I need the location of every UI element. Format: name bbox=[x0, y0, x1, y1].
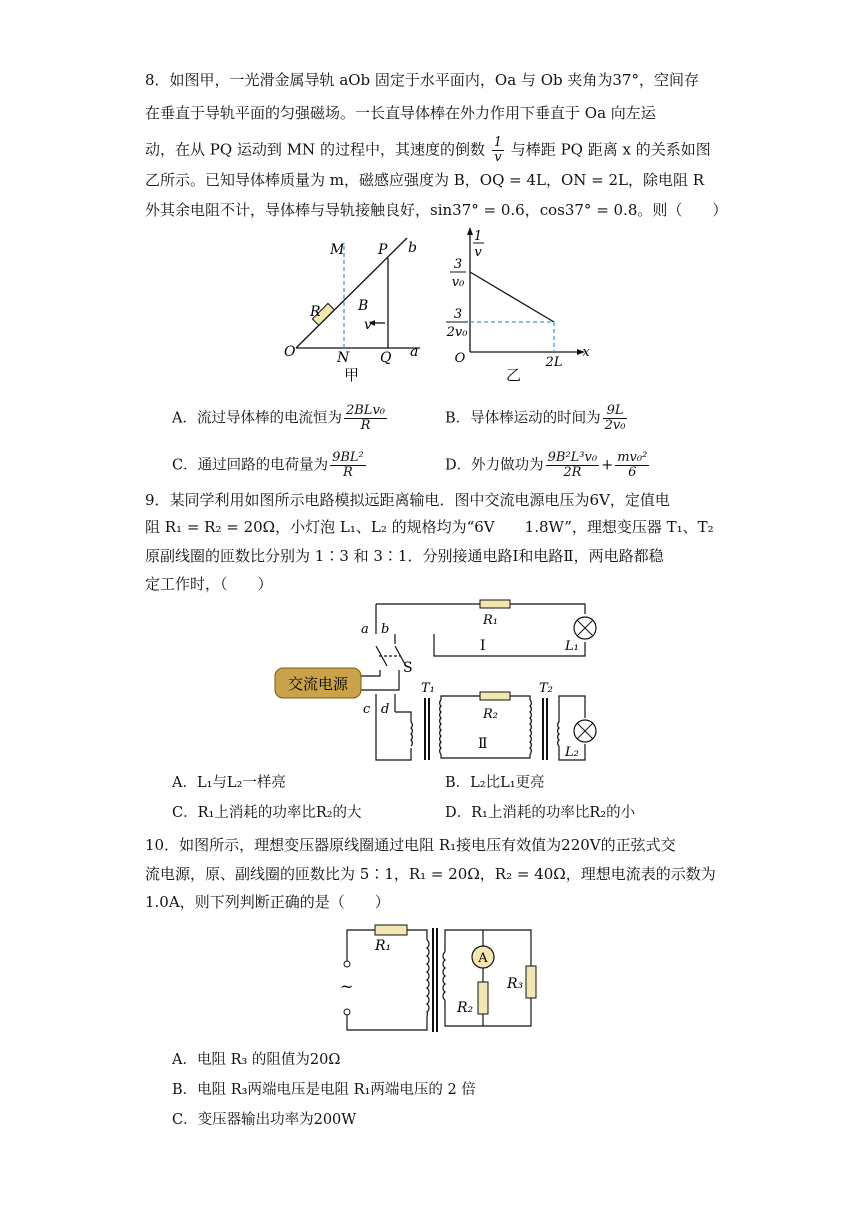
q8-line-4: 乙所示。已知导体棒质量为 m，磁感应强度为 B，OQ = 4L，ON = 2L，除电阻 R bbox=[145, 171, 705, 189]
xlabel-x: x bbox=[582, 345, 590, 360]
q8-b-den: 2v₀ bbox=[604, 418, 626, 433]
label-circuit-i: Ⅰ bbox=[480, 638, 486, 654]
ac-source-label: 交流电源 bbox=[287, 675, 349, 693]
q9-line-3: 原副线圈的匝数比分别为 1∶3 和 3∶1．分别接通电路Ⅰ和电路Ⅱ，两电路都稳 bbox=[145, 547, 664, 565]
label-o: O bbox=[284, 344, 296, 360]
q9-option-a[interactable]: A．L₁与L₂一样亮 bbox=[172, 775, 286, 791]
label-b: b bbox=[408, 240, 417, 256]
caption-jia: 甲 bbox=[344, 366, 360, 384]
rail-ob bbox=[296, 238, 407, 348]
q9-option-b[interactable]: B．L₂比L₁更亮 bbox=[445, 775, 545, 791]
label-r2: R₂ bbox=[457, 1000, 474, 1016]
label-v: v bbox=[364, 317, 372, 333]
q8-option-a[interactable] bbox=[172, 404, 389, 433]
wire-top-right bbox=[510, 604, 585, 614]
resistor-r1 bbox=[375, 925, 407, 935]
label-l1: L₁ bbox=[565, 639, 579, 654]
q8-d-den2: 6 bbox=[628, 465, 637, 480]
label-b: b bbox=[381, 622, 390, 637]
wire-r1-coil bbox=[407, 930, 427, 940]
q8-line-5: 外其余电阻不计，导体棒与导轨接触良好，sin37° = 0.6，cos37° = 0.8。则（ ） bbox=[145, 201, 728, 219]
label-m: M bbox=[330, 242, 345, 258]
terminal-top bbox=[344, 961, 350, 967]
origin-o: O bbox=[454, 351, 466, 366]
label-s: S bbox=[403, 660, 413, 676]
q10-option-c[interactable]: C．变压器输出功率为200W bbox=[172, 1112, 357, 1128]
inverse-v-fraction bbox=[492, 136, 504, 165]
wire-left-bottom bbox=[347, 1012, 427, 1030]
resistor-r2 bbox=[478, 982, 488, 1014]
figure-yi bbox=[448, 226, 598, 386]
q8-b-fraction bbox=[603, 404, 628, 433]
q8-option-b-text: B．导体棒运动的时间为 bbox=[445, 410, 601, 427]
secondary-coil bbox=[443, 952, 445, 1000]
label-a: a bbox=[410, 344, 419, 360]
y1-num: 3 bbox=[453, 257, 463, 272]
q10-option-b[interactable]: B．电阻 R₃两端电压是电阻 R₁两端电压的 2 倍 bbox=[172, 1082, 476, 1098]
y-arrowhead bbox=[467, 227, 473, 235]
q8-option-d-text: D．外力做功为 bbox=[445, 457, 544, 474]
ammeter-label: A bbox=[478, 951, 488, 966]
ylabel-den: v bbox=[474, 245, 482, 260]
q9-line-1: 9．某同学利用如图所示电路模拟远距离输电．图中交流电源电压为6V，定值电 bbox=[145, 491, 670, 509]
y1-den: v₀ bbox=[451, 275, 465, 290]
wire-return-i bbox=[434, 634, 585, 656]
q9-option-d[interactable]: D．R₁上消耗的功率比R₂的小 bbox=[445, 805, 636, 821]
q8-a-num: 2BLv₀ bbox=[345, 403, 385, 418]
q8-line-3 bbox=[145, 136, 711, 165]
q8-option-a-text: A．流过导体棒的电流恒为 bbox=[172, 410, 342, 427]
y2-num: 3 bbox=[453, 307, 463, 322]
q8-option-b[interactable] bbox=[445, 404, 629, 433]
q9-line-2: 阻 R₁ = R₂ = 20Ω，小灯泡 L₁、L₂ 的规格均为“6V 1.8W”，理想变压器 T₁、T₂ bbox=[145, 518, 714, 536]
ylabel-num: 1 bbox=[473, 229, 483, 244]
q8-d-fraction-1 bbox=[546, 451, 599, 480]
resistor-r3 bbox=[526, 966, 536, 998]
label-r1: R₁ bbox=[483, 613, 498, 628]
label-n: N bbox=[337, 350, 350, 366]
source-wire-1 bbox=[361, 670, 380, 676]
label-t1: T₁ bbox=[421, 681, 435, 696]
label-l2: L₂ bbox=[565, 745, 579, 760]
q8-line-1: 8．如图甲，一光滑金属导轨 aOb 固定于水平面内，Oa 与 Ob 夹角为37°，空间存 bbox=[145, 71, 699, 89]
q8-line-3b: 与棒距 PQ 距离 x 的关系如图 bbox=[510, 140, 711, 159]
q8-c-num: 9BL² bbox=[332, 450, 364, 465]
t1-primary-wire-2 bbox=[395, 712, 411, 722]
q8-line-2: 在垂直于导轨平面的匀强磁场。一长直导体棒在外力作用下垂直于 Oa 向左运 bbox=[145, 104, 656, 122]
label-a: a bbox=[361, 622, 369, 637]
q8-d-fraction-2 bbox=[615, 451, 649, 480]
terminal-bottom bbox=[344, 1009, 350, 1015]
t2-secondary-coil bbox=[558, 722, 559, 746]
q10-line-1: 10．如图所示，理想变压器原线圈通过电阻 R₁接电压有效值为220V的正弦式交 bbox=[145, 836, 676, 854]
q10-line-2: 流电源，原、副线圈的匝数比为 5∶1，R₁ = 20Ω，R₂ = 40Ω，理想电流表的示数为 bbox=[145, 865, 716, 883]
t1-secondary-coil bbox=[440, 700, 441, 754]
q8-c-den: R bbox=[343, 465, 353, 480]
q10-option-a[interactable]: A．电阻 R₃ 的阻值为20Ω bbox=[172, 1052, 341, 1068]
q8-option-d[interactable] bbox=[445, 451, 651, 480]
y2-den: 2v₀ bbox=[446, 325, 468, 340]
label-d: d bbox=[381, 702, 390, 717]
q10-line-3: 1.0A，则下列判断正确的是（ ） bbox=[145, 893, 390, 911]
label-r3: R₃ bbox=[507, 976, 524, 992]
resistor-r1 bbox=[480, 600, 510, 608]
t2-primary-coil bbox=[530, 700, 531, 754]
x-tick-2l: 2L bbox=[545, 355, 563, 370]
label-r2: R₂ bbox=[483, 707, 498, 722]
q8-option-c-text: C．通过回路的电荷量为 bbox=[172, 457, 329, 474]
q8-b-num: 9L bbox=[603, 404, 628, 419]
q8-c-fraction bbox=[330, 451, 366, 480]
figure-q9-circuit bbox=[275, 600, 635, 770]
t1-primary-wire-1 bbox=[376, 712, 411, 760]
resistor-r2 bbox=[480, 692, 510, 700]
l2-wire-top bbox=[559, 696, 585, 722]
primary-coil bbox=[427, 940, 429, 1016]
figure-q10-circuit bbox=[335, 920, 565, 1040]
q8-a-fraction bbox=[344, 404, 387, 433]
inverse-v-den: v bbox=[494, 150, 502, 165]
wire-bottom-ii bbox=[441, 754, 530, 758]
label-t2: T₂ bbox=[539, 681, 553, 696]
lamp-l1 bbox=[574, 617, 596, 639]
label-q: Q bbox=[380, 350, 392, 366]
q8-d-plus: + bbox=[601, 457, 614, 474]
label-r1: R₁ bbox=[375, 938, 392, 954]
label-p: P bbox=[378, 242, 388, 258]
figure-jia bbox=[282, 228, 442, 388]
label-r: R bbox=[310, 304, 321, 320]
q8-option-c[interactable] bbox=[172, 451, 368, 480]
t1-primary-coil bbox=[411, 722, 412, 746]
q9-option-c[interactable]: C．R₁上消耗的功率比R₂的大 bbox=[172, 805, 362, 821]
wire-from-r2 bbox=[510, 696, 530, 700]
q9-line-4: 定工作时，（ ） bbox=[145, 575, 273, 593]
wire-left-top bbox=[347, 930, 375, 964]
q8-line-3a: 动，在从 PQ 运动到 MN 的过程中，其速度的倒数 bbox=[145, 140, 485, 159]
label-c: c bbox=[363, 702, 371, 717]
label-field-b: B bbox=[358, 298, 369, 314]
caption-yi: 乙 bbox=[506, 366, 522, 384]
q8-d-num1: 9B²L³v₀ bbox=[547, 450, 598, 465]
label-circuit-ii: Ⅱ bbox=[478, 736, 488, 752]
q8-d-den1: 2R bbox=[563, 465, 582, 480]
graph-line bbox=[470, 272, 554, 322]
inverse-v-num: 1 bbox=[493, 135, 503, 150]
ac-symbol: ~ bbox=[340, 977, 354, 996]
q8-d-num2: mv₀² bbox=[617, 450, 648, 465]
q8-a-den: R bbox=[360, 418, 371, 433]
lamp-l2 bbox=[574, 720, 596, 742]
wire-to-r2 bbox=[441, 696, 480, 700]
